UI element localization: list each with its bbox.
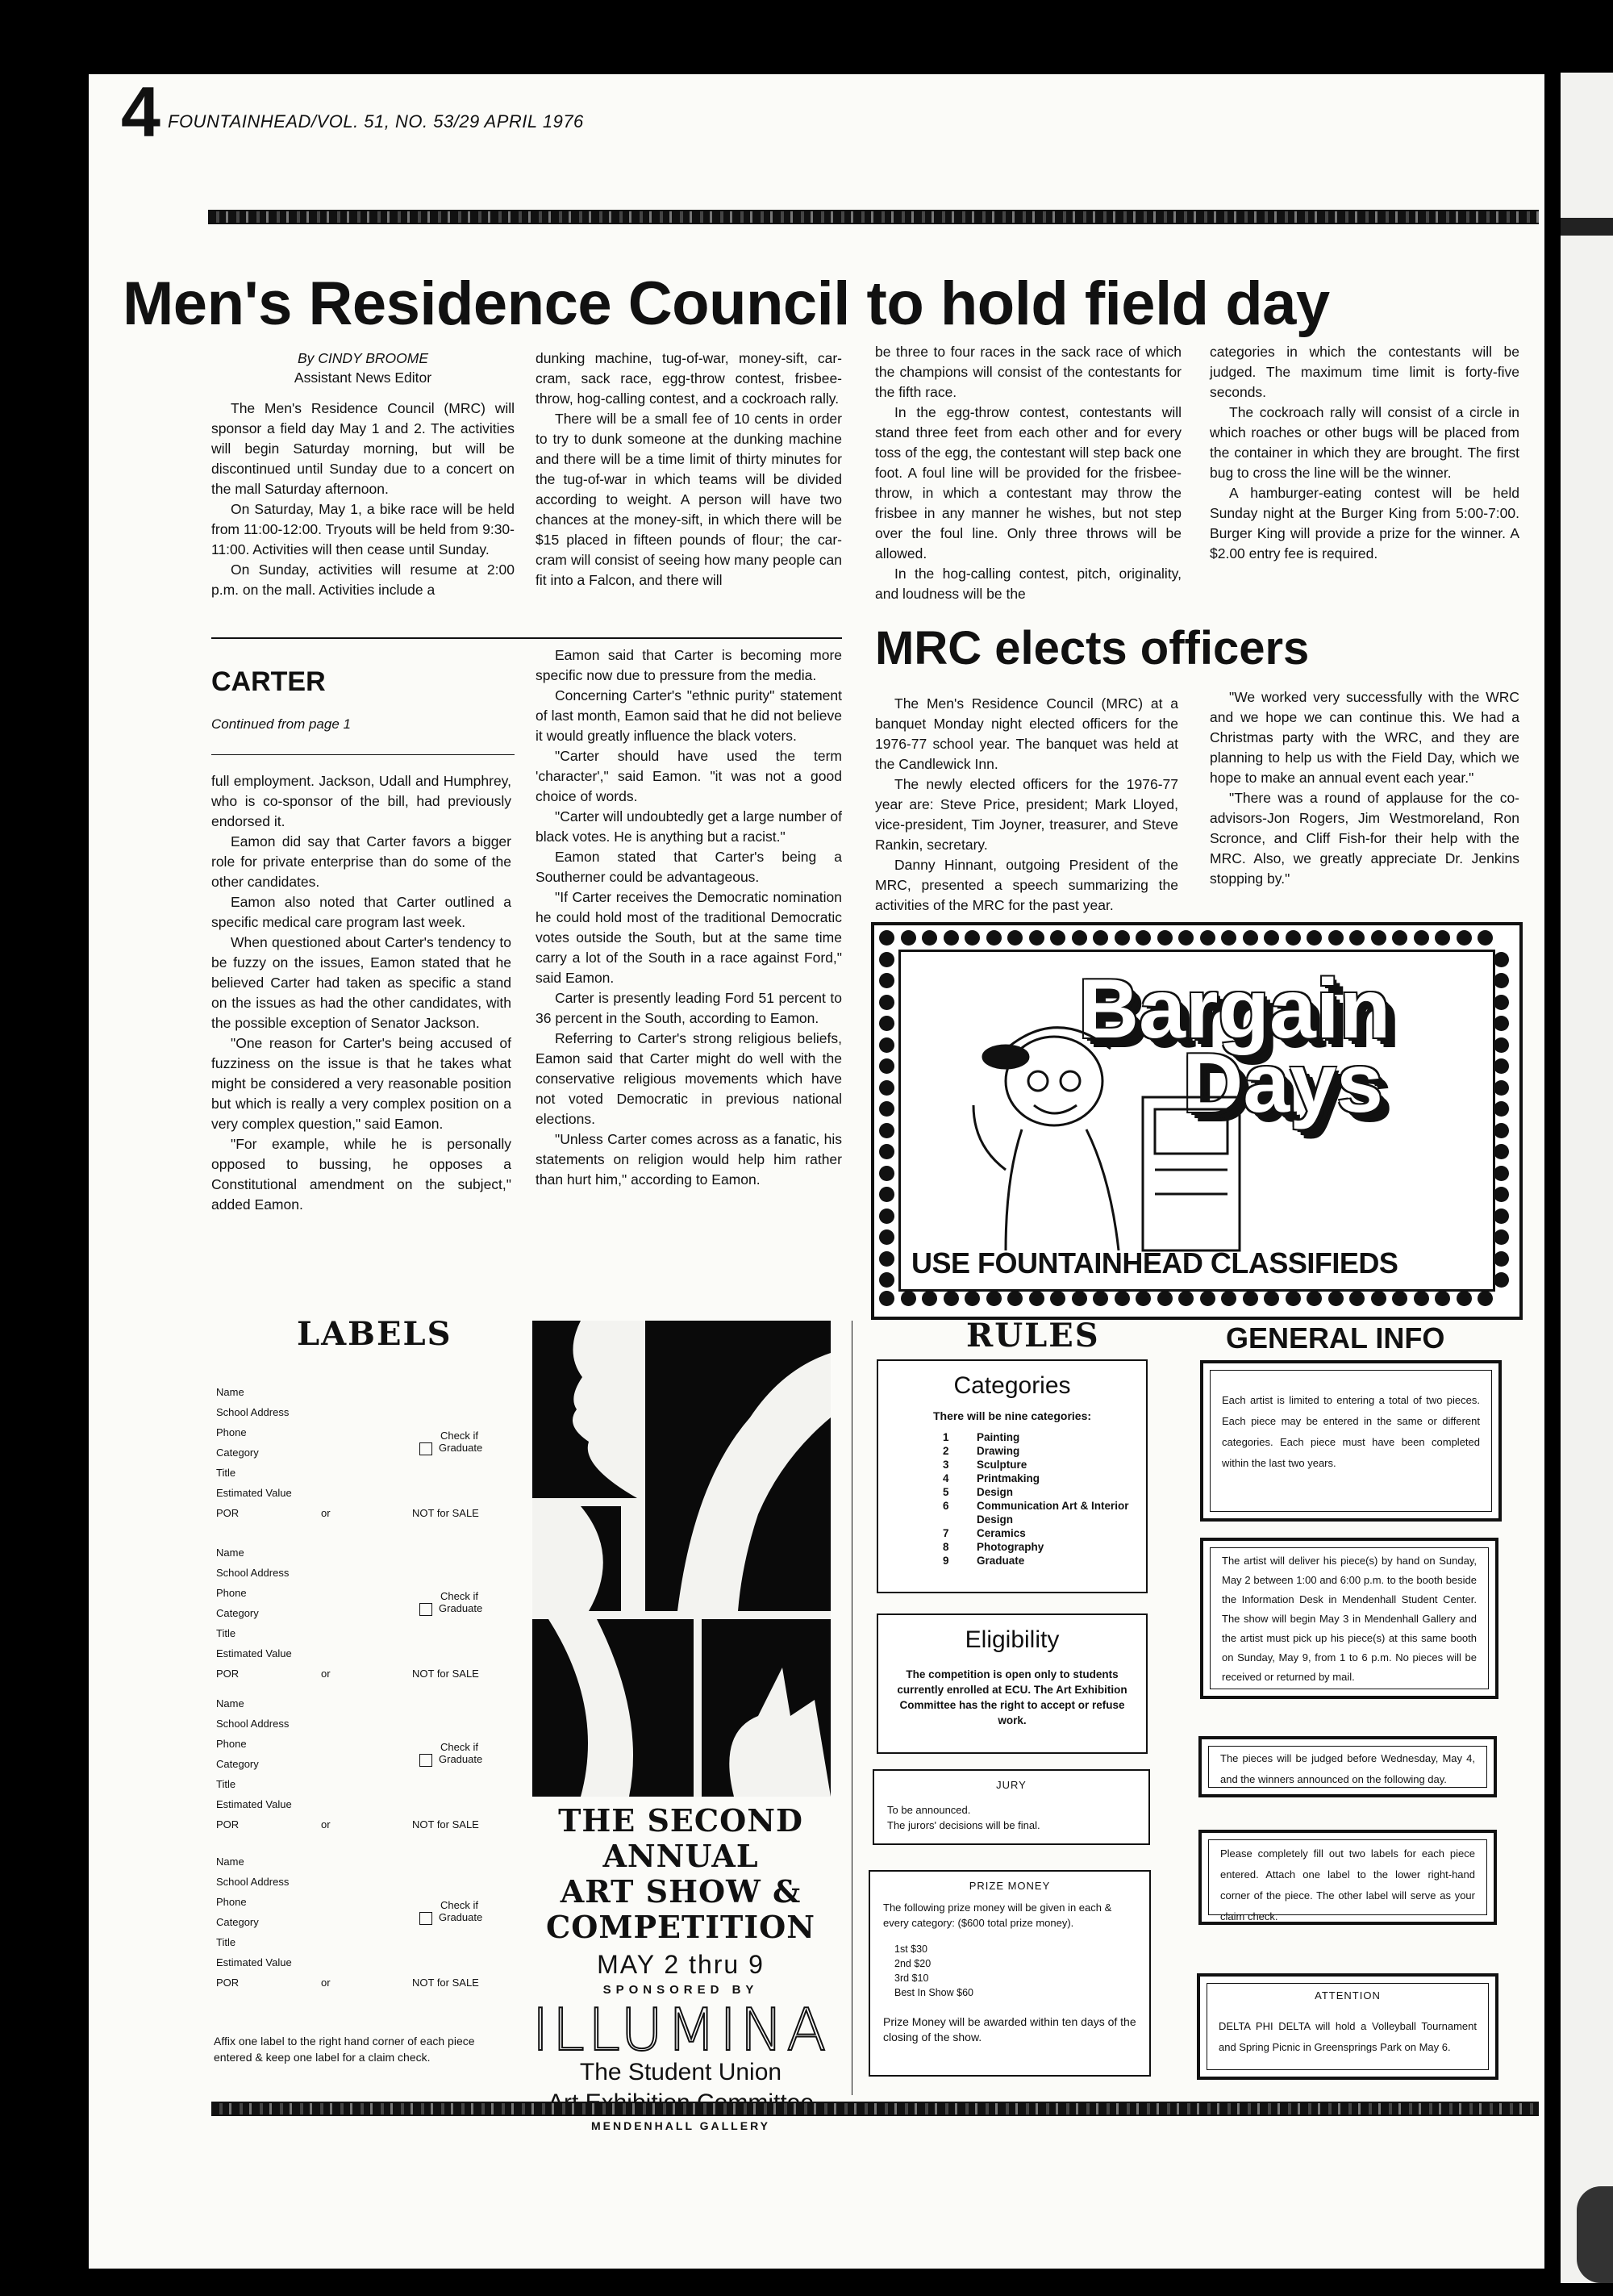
check-if-label: Check if [440, 1741, 478, 1753]
art-show-title-3: COMPETITION [546, 1909, 815, 1945]
label-field-category[interactable]: Category [216, 1758, 259, 1770]
field-day-col-4 [1210, 342, 1519, 564]
prize-note: Prize Money will be awarded within ten days of the closing of the show. [883, 2015, 1136, 2043]
label-field-category[interactable]: Category [216, 1607, 259, 1619]
ad-border-dot [1050, 930, 1065, 946]
attention-inner [1207, 1983, 1489, 2070]
labels-heading: LABELS [297, 1315, 452, 1353]
shoulder-silhouette [532, 1619, 694, 1797]
general-info-heading: GENERAL INFO [1226, 1321, 1445, 1355]
section-divider [211, 637, 842, 639]
ad-border-dot [879, 952, 894, 967]
art-show-title-1: THE SECOND ANNUAL [558, 1802, 803, 1874]
ad-border-dot [1221, 930, 1236, 946]
ad-border-dot [1221, 1291, 1236, 1306]
ad-border-dot [1494, 1123, 1509, 1138]
ad-border-dot [1494, 1251, 1509, 1267]
ad-border-dot [986, 930, 1002, 946]
paragraph: be three to four races in the sack race of which the champions will consist of the contestants for the fifth race. [875, 344, 1182, 400]
ad-border-dot [879, 1101, 894, 1117]
ad-border-dot [879, 1080, 894, 1096]
ad-border-dot [1457, 930, 1472, 946]
ad-border-dot [1007, 1291, 1023, 1306]
folio-line: FOUNTAINHEAD/VOL. 51, NO. 53/29 APRIL 1976 [168, 111, 584, 131]
ad-tagline: USE FOUNTAINHEAD CLASSIFIEDS [911, 1246, 1398, 1279]
ad-border-dot [879, 1209, 894, 1224]
paragraph: The cockroach rally will consist of a circle in which roaches or other bugs will be placed from the container in which they are brought. The first bug to cross the line will be the winner. [1210, 404, 1519, 481]
ad-border-dot [1494, 1080, 1509, 1096]
bargain-title-line-2: Days [1182, 1037, 1383, 1130]
carter-col-1 [211, 771, 511, 1215]
paragraph: full employment. Jackson, Udall and Humphrey, who is co-sponsor of the bill, had previously endorsed it. [211, 773, 511, 829]
field-day-col-3 [875, 342, 1182, 604]
ad-border-dot [1478, 930, 1493, 946]
prize-item: 3rd $10 [894, 1972, 929, 1984]
category-label: Printmaking [977, 1472, 1040, 1484]
paragraph: "If Carter receives the Democratic nomination he could hold most of the traditional Democratic votes outside the South, but at the same time carry a lot of the South in a race against Ford," said Eamon. [536, 889, 842, 986]
general-info-text-1: Each artist is limited to entering a total of two pieces. Each piece may be entered in the same or different categories. Each piece must have been completed within the last two years. [1210, 1370, 1492, 1512]
attention-text: DELTA PHI DELTA will hold a Volleyball Tournament and Spring Picnic in Greensprings Park on May 6. [1219, 2020, 1477, 2053]
ad-border-dot [1093, 930, 1108, 946]
or-label[interactable]: or [321, 1818, 331, 1831]
paragraph: The Men's Residence Council (MRC) at a banquet Monday night elected officers for the 1976-77 school year. The banquet was held at the Candlewick Inn. [875, 695, 1178, 772]
ad-border-dot [879, 1229, 894, 1245]
paragraph: The Men's Residence Council (MRC) will sponsor a field day May 1 and 2. The activities will begin Saturday morning, but will be discontinued until Sunday due to a concert on the mall Saturday afternoon. [211, 400, 515, 497]
ad-border-dot [1494, 995, 1509, 1010]
paragraph: "For example, while he is personally opposed to bussing, he opposes a Constitutional amendment on the subject," added Eamon. [211, 1136, 511, 1213]
paragraph: When questioned about Carter's tendency to be fuzzy on the issues, Eamon stated that he believed Carter had taken as specific a stand on the issues as had the other candidates, with the possible exception of Senator Jackson. [211, 934, 511, 1031]
paragraph: In the egg-throw contest, contestants will stand three feet from each other and for every toss of the egg, the contestant will step back one foot. A foul line will be provided for the frisbee-throw, in which a contestant may throw the frisbee in any manner he wishes, but not step over the foul line. Only three throws will be allowed. [875, 404, 1182, 561]
byline-name: By CINDY BROOME [297, 350, 429, 366]
jury-heading: JURY [996, 1779, 1027, 1791]
general-info-text-2: The artist will deliver his piece(s) by hand on Sunday, May 2 between 1:00 and 6:00 p.m. to the booth beside the Information Desk in Mendenhall Student Center. The show will begin May 3 in Mendenhall Gallery and the artist must pick up his piece(s) at this same booth on Sunday, May 9, from 1 to 6 p.m. No pieces will be received or returned by mail. [1210, 1547, 1489, 1689]
category-label: Sculpture [977, 1459, 1027, 1471]
eligibility-box [877, 1613, 1148, 1754]
ad-border-dot [1029, 930, 1044, 946]
category-item [943, 1444, 1146, 1458]
category-label: Graduate [977, 1555, 1025, 1567]
ad-border-dot [1328, 1291, 1344, 1306]
not-for-sale-label[interactable]: NOT for SALE [412, 1818, 479, 1831]
label-field-phone[interactable]: Phone [216, 1587, 247, 1599]
prize-item: Best In Show $60 [894, 1987, 973, 1998]
category-number: 2 [943, 1445, 949, 1457]
affix-note: Affix one label to the right hand corner of each piece entered & keep one label for a claim check. [214, 2035, 475, 2064]
ad-border-dot [1349, 1291, 1365, 1306]
ad-border-dot [1494, 1016, 1509, 1031]
ad-border-dot [1136, 1291, 1151, 1306]
label-field-estimated-value[interactable]: Estimated Value [216, 1956, 292, 1968]
field-day-col-2 [536, 349, 842, 591]
bargain-title-line-1: Bargain [1078, 962, 1391, 1056]
label-field-title[interactable]: Title [216, 1778, 236, 1790]
ad-border-dot [1414, 1291, 1429, 1306]
ad-border-dot [879, 930, 894, 946]
sponsor-line-1: The Student Union [579, 2059, 782, 2085]
category-item [943, 1485, 1146, 1499]
carter-headline: CARTER [211, 666, 326, 697]
sponsored-by: SPONSORED BY [602, 1983, 759, 1997]
categories-intro: There will be nine categories: [932, 1409, 1092, 1422]
category-item [943, 1458, 1146, 1472]
label-form [216, 1856, 539, 2009]
ad-border-dot [1072, 1291, 1087, 1306]
label-field-name[interactable]: Name [216, 1547, 244, 1559]
category-number: 5 [943, 1486, 949, 1498]
label-field-school-address[interactable]: School Address [216, 1567, 290, 1579]
ad-border-dot [944, 930, 959, 946]
ad-border-dot [1286, 930, 1301, 946]
graduate-label: Graduate [439, 1911, 483, 1923]
paragraph: On Saturday, May 1, a bike race will be held from 11:00-12:00. Tryouts will be held from 9:30-11:00. Activities will then cease until Sunday. [211, 501, 515, 557]
categories-list [943, 1430, 1146, 1568]
adjacent-page-graphic [1577, 2186, 1613, 2283]
ad-border-dot [879, 995, 894, 1010]
graduate-checkbox[interactable] [419, 1603, 432, 1616]
ad-border-dot [1200, 930, 1215, 946]
ad-border-dot [1478, 1291, 1493, 1306]
ad-border-dot [879, 1016, 894, 1031]
category-label: Design [977, 1486, 1014, 1498]
ad-border-dot [1157, 1291, 1173, 1306]
category-number: 6 [943, 1500, 949, 1512]
por-label[interactable]: POR [216, 1977, 240, 1989]
ad-border-dot [1494, 1058, 1509, 1074]
ad-border-dot [1494, 1187, 1509, 1202]
ad-border-dot [1494, 973, 1509, 988]
carter-col-2 [536, 645, 842, 1190]
category-number: 7 [943, 1527, 949, 1539]
art-show-announcement [523, 1803, 839, 2132]
ad-border-dot [1435, 930, 1450, 946]
ad-border-dot [1494, 1209, 1509, 1224]
ad-border-dot [1371, 1291, 1386, 1306]
paragraph: Eamon stated that Carter's being a Southerner could be advantageous. [536, 849, 842, 885]
ad-border-dot [1243, 1291, 1258, 1306]
label-field-name[interactable]: Name [216, 1386, 244, 1398]
graduate-label: Graduate [439, 1442, 483, 1454]
ad-border-dot [879, 1037, 894, 1053]
ad-border-dot [1392, 930, 1407, 946]
leg-silhouette [645, 1321, 831, 1611]
ad-border-dot [1494, 1166, 1509, 1181]
ad-border-dot [1029, 1291, 1044, 1306]
prize-item: 1st $30 [894, 1943, 928, 1955]
category-item [943, 1430, 1146, 1444]
rules-heading: RULES [966, 1317, 1100, 1355]
art-show-poster-graphic [532, 1321, 831, 1797]
prize-money-heading: PRIZE MONEY [969, 1880, 1051, 1892]
label-form [216, 1386, 539, 1539]
category-item [943, 1472, 1146, 1485]
ad-border-dot [1414, 930, 1429, 946]
paragraph: On Sunday, activities will resume at 2:00 p.m. on the mall. Activities include a [211, 561, 515, 598]
general-info-text-4: Please completely fill out two labels for each piece entered. Attach one label to the lower right-hand corner of the piece. The other label will serve as your claim check. [1208, 1839, 1487, 1915]
field-day-col-1 [211, 349, 515, 600]
category-item [943, 1554, 1146, 1568]
ad-border-dot [1435, 1291, 1450, 1306]
general-info-box-1 [1200, 1360, 1502, 1522]
ad-border-dot [1307, 1291, 1322, 1306]
adjacent-page-rule [1561, 218, 1613, 236]
category-label: Photography [977, 1541, 1044, 1553]
art-show-dates: MAY 2 thru 9 [597, 1950, 765, 1979]
ad-border-dot [965, 930, 980, 946]
label-field-school-address[interactable]: School Address [216, 1718, 290, 1730]
category-label: Drawing [977, 1445, 1020, 1457]
category-number: 3 [943, 1459, 949, 1471]
ad-border-dot [1050, 1291, 1065, 1306]
label-field-title[interactable]: Title [216, 1627, 236, 1639]
ad-border-dot [986, 1291, 1002, 1306]
ad-border-dot [901, 930, 916, 946]
category-item [943, 1526, 1146, 1540]
category-number: 4 [943, 1472, 949, 1484]
label-form [216, 1697, 539, 1851]
venue: MENDENHALL GALLERY [591, 2119, 770, 2132]
graduate-label: Graduate [439, 1753, 483, 1765]
category-number: 1 [943, 1431, 949, 1443]
ad-border-dot [1178, 930, 1194, 946]
ad-border-dot [879, 1272, 894, 1288]
continued-from: Continued from page 1 [211, 716, 351, 732]
graduate-label: Graduate [439, 1602, 483, 1614]
check-if-label: Check if [440, 1590, 478, 1602]
not-for-sale-label[interactable]: NOT for SALE [412, 1668, 479, 1680]
ad-border-dot [1371, 930, 1386, 946]
ad-border-dot [879, 1251, 894, 1267]
graduate-checkbox[interactable] [419, 1754, 432, 1767]
label-field-title[interactable]: Title [216, 1936, 236, 1948]
ad-border-dot [901, 1291, 916, 1306]
por-label[interactable]: POR [216, 1507, 240, 1519]
mrc-col-1 [875, 694, 1178, 916]
categories-heading: Categories [953, 1372, 1071, 1399]
prize-money-box [869, 1870, 1151, 2077]
ad-border-dot [1072, 930, 1087, 946]
attention-box [1197, 1973, 1498, 2080]
por-label[interactable]: POR [216, 1818, 240, 1831]
cartoon-figure-illustration [957, 1008, 1264, 1259]
paragraph: "There was a round of applause for the co-advisors-Jon Rogers, Jim Westmoreland, Ron Scronce, and Cliff Fish-for their help with the MRC. Also, we greatly appreciate Dr. Jenkins stopping by." [1210, 790, 1519, 887]
ad-border-dot [1286, 1291, 1301, 1306]
category-label: Painting [977, 1431, 1020, 1443]
paragraph: dunking machine, tug-of-war, money-sift, car-cram, sack race, egg-throw contest, frisbee-throw, hog-calling contest, and a cockroach rally. [536, 350, 842, 407]
paragraph: "Carter will undoubtedly get a large number of black votes. He is anything but a racist." [536, 808, 842, 845]
ad-border-dot [1494, 1229, 1509, 1245]
art-show-title-2: ART SHOW & [560, 1873, 802, 1910]
hand-silhouette [702, 1619, 831, 1797]
label-field-category[interactable]: Category [216, 1916, 259, 1928]
general-info-box-3 [1198, 1736, 1497, 1797]
categories-box [877, 1359, 1148, 1593]
ad-border-dot [1264, 1291, 1279, 1306]
label-field-estimated-value[interactable]: Estimated Value [216, 1487, 292, 1499]
ad-border-dot [1157, 930, 1173, 946]
not-for-sale-label[interactable]: NOT for SALE [412, 1977, 479, 1989]
jury-text-1: To be announced. [887, 1804, 971, 1816]
paragraph: The newly elected officers for the 1976-77 year are: Steve Price, president; Mark Lloyed, vice-president, Tim Joyner, treasurer, and Steve Rankin, secretary. [875, 776, 1178, 853]
paragraph: Eamon said that Carter is becoming more specific now due to pressure from the media. [536, 647, 842, 683]
ad-border-dot [1093, 1291, 1108, 1306]
label-field-phone[interactable]: Phone [216, 1896, 247, 1908]
por-label[interactable]: POR [216, 1668, 240, 1680]
illumina-logo: ILLUMINA [531, 1996, 830, 2064]
jury-text-2: The jurors' decisions will be final. [887, 1819, 1040, 1831]
paragraph: There will be a small fee of 10 cents in order to try to dunk someone at the dunking machine and there will be a time limit of thirty minutes for the tug-of-war in which teams will be divided according to weight. A person will have two chances at the money-sift, in which there will be $15 placed in fifteen pounds of flour; the car-cram will consist of seeing how many people can fit into a Falcon, and there will [536, 411, 842, 588]
label-field-school-address[interactable]: School Address [216, 1876, 290, 1888]
page-number: 4 [121, 72, 160, 152]
ad-border-dot [1494, 1037, 1509, 1053]
field-day-headline: Men's Residence Council to hold field day [123, 269, 1330, 338]
eligibility-text: The competition is open only to students currently enrolled at ECU. The Art Exhibition Committee has the right to accept or refuse work. [897, 1668, 1127, 1726]
ad-border-dot [1457, 1291, 1472, 1306]
ad-border-dot [879, 1123, 894, 1138]
footer-rule [211, 2102, 1539, 2116]
or-label[interactable]: or [321, 1507, 331, 1519]
ad-border-dot [1264, 930, 1279, 946]
paragraph: "One reason for Carter's being accused of fuzziness on the issue is that he takes what might be considered a very reasonable position but which is really a very complex position on a very complex question," said Eamon. [211, 1035, 511, 1132]
ad-border-dot [922, 1291, 937, 1306]
ad-border-dot [1494, 952, 1509, 967]
graduate-checkbox[interactable] [419, 1442, 432, 1455]
label-form [216, 1547, 539, 1700]
ad-border-dot [1243, 930, 1258, 946]
ad-border-dot [965, 1291, 980, 1306]
label-field-name[interactable]: Name [216, 1856, 244, 1868]
ad-border-dot [1115, 930, 1130, 946]
ad-border-dot [879, 1144, 894, 1159]
ad-border-dot [1392, 1291, 1407, 1306]
category-item [943, 1499, 1146, 1526]
paragraph: Eamon also noted that Carter outlined a specific medical care program last week. [211, 894, 511, 930]
category-label: Ceramics [977, 1527, 1026, 1539]
ad-border-dot [879, 973, 894, 988]
prize-list [894, 1942, 1149, 2000]
label-field-phone[interactable]: Phone [216, 1738, 247, 1750]
torso-silhouette [532, 1506, 621, 1611]
check-if-label: Check if [440, 1899, 478, 1911]
category-number: 9 [943, 1555, 949, 1567]
paragraph: "Carter should have used the term 'character'," said Eamon. "it was not a good choice of words. [536, 748, 842, 804]
paragraph: "We worked very successfully with the WRC and we hope we can continue this. We had a Christmas party with the WRC, and they are planning to help us with the Field Day, which we hope to make an annual event each year." [1210, 689, 1519, 786]
category-number: 8 [943, 1541, 949, 1553]
not-for-sale-label[interactable]: NOT for SALE [412, 1507, 479, 1519]
paragraph: Referring to Carter's strong religious beliefs, Eamon said that Carter might do well with the conservative religious movements which have not voted Democratic in previous national elections. [536, 1030, 842, 1127]
check-if-label: Check if [440, 1430, 478, 1442]
ad-border-dot [879, 1166, 894, 1181]
byline-title: Assistant News Editor [294, 369, 432, 386]
section-divider [211, 754, 515, 755]
mrc-officers-headline: MRC elects officers [875, 622, 1310, 674]
ad-border-dot [1007, 930, 1023, 946]
paragraph: Eamon did say that Carter favors a bigger role for private enterprise than do some of the other candidates. [211, 833, 511, 890]
profile-silhouette [532, 1321, 637, 1498]
ad-border-dot [1494, 1272, 1509, 1288]
prize-item: 2nd $20 [894, 1958, 932, 1969]
ad-border-dot [879, 1058, 894, 1074]
label-field-estimated-value[interactable]: Estimated Value [216, 1798, 292, 1810]
ad-border-dot [1328, 930, 1344, 946]
general-info-box-2 [1200, 1538, 1498, 1699]
header-rule [208, 210, 1539, 224]
paragraph: A hamburger-eating contest will be held Sunday night at the Burger King from 5:00-7:00. Burger King will provide a prize for the winner. A $2.00 entry fee is required. [1210, 485, 1519, 561]
ad-border-dot [879, 1187, 894, 1202]
paragraph: Carter is presently leading Ford 51 percent to 36 percent in the South, according to Eamon. [536, 990, 842, 1026]
label-field-estimated-value[interactable]: Estimated Value [216, 1647, 292, 1659]
paragraph: In the hog-calling contest, pitch, originality, and loudness will be the [875, 566, 1182, 602]
label-field-title[interactable]: Title [216, 1467, 236, 1479]
ad-border-dot [1494, 1144, 1509, 1159]
mrc-col-2 [1210, 687, 1519, 889]
label-field-name[interactable]: Name [216, 1697, 244, 1709]
or-label[interactable]: or [321, 1668, 331, 1680]
general-info-box-4 [1198, 1830, 1497, 1925]
paragraph: categories in which the contestants will be judged. The maximum time limit is forty-five seconds. [1210, 344, 1519, 400]
general-info-text-3: The pieces will be judged before Wednesday, May 4, and the winners announced on the following day. [1208, 1746, 1487, 1788]
ad-border-dot [1349, 930, 1365, 946]
category-item [943, 1540, 1146, 1554]
ad-border-dot [1200, 1291, 1215, 1306]
ad-border-dot [1136, 930, 1151, 946]
jury-box [873, 1769, 1150, 1845]
ad-border-dot [1307, 930, 1322, 946]
ad-border-dot [922, 930, 937, 946]
eligibility-heading: Eligibility [965, 1626, 1060, 1653]
label-field-phone[interactable]: Phone [216, 1426, 247, 1438]
ad-border-dot [944, 1291, 959, 1306]
ad-border-dot [879, 1291, 894, 1306]
ad-inner-frame [898, 950, 1495, 1292]
label-field-school-address[interactable]: School Address [216, 1406, 290, 1418]
graduate-checkbox[interactable] [419, 1912, 432, 1925]
ad-border-dot [1178, 1291, 1194, 1306]
label-field-category[interactable]: Category [216, 1446, 259, 1459]
prize-intro: The following prize money will be given in each & every category: ($600 total prize money). [883, 1902, 1112, 1929]
attention-heading: ATTENTION [1315, 1989, 1381, 2002]
category-label: Communication Art & Interior Design [977, 1500, 1129, 1526]
ad-border-dot [1115, 1291, 1130, 1306]
paragraph: Concerning Carter's "ethnic purity" statement of last month, Eamon said that he did not believe it would greatly influence the black voters. [536, 687, 842, 744]
adjacent-page-edge [1561, 73, 1613, 2283]
ad-border-dot [1494, 1101, 1509, 1117]
or-label[interactable]: or [321, 1977, 331, 1989]
paragraph: "Unless Carter comes across as a fanatic, his statements on religion would help him rather than hurt him," according to Eamon. [536, 1131, 842, 1188]
paragraph: Danny Hinnant, outgoing President of the MRC, presented a speech summarizing the activities of the MRC for the past year. [875, 857, 1178, 913]
